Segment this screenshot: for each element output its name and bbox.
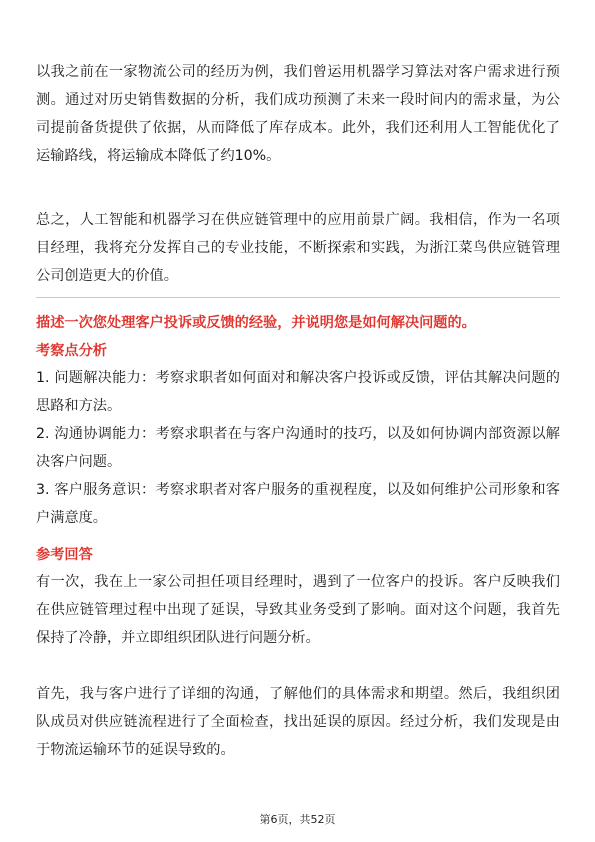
answer-paragraph-2: 首先，我与客户进行了详细的沟通，了解他们的具体需求和期望。然后，我组织团队成员对供应链流程进行了全面检查，找出延误的原因。经过分析，我们发现是由于物流运输环节的延误导致的。 xyxy=(36,686,560,758)
answer-paragraph-1-block xyxy=(36,568,560,652)
answer-paragraph-1: 有一次，我在上一家公司担任项目经理时，遇到了一位客户的投诉。客户反映我们在供应链管理过程中出现了延误，导致其业务受到了影响。面对这个问题，我首先保持了冷静，并立即组织团队进行问题分析。 xyxy=(36,574,560,646)
question-heading: 描述一次您处理客户投诉或反馈的经验，并说明您是如何解决问题的。 xyxy=(36,315,476,331)
analysis-item-2: 2. 沟通协调能力：考察求职者在与客户沟通时的技巧，以及如何协调内部资源以解决客户问题。 xyxy=(36,426,560,470)
intro-paragraph-2: 总之，人工智能和机器学习在供应链管理中的应用前景广阔。我相信，作为一名项目经理，我将充分发挥自己的专业技能，不断探索和实践，为浙江菜鸟供应链管理公司创造更大的价值。 xyxy=(36,212,560,284)
analysis-item-3: 3. 客户服务意识：考察求职者对客户服务的重视程度，以及如何维护公司形象和客户满意度。 xyxy=(36,482,560,526)
answer-heading: 参考回答 xyxy=(36,547,93,563)
section-divider xyxy=(36,297,560,298)
page-number-footer: 第6页，共52页 xyxy=(259,813,336,826)
intro-paragraph-1-block xyxy=(36,58,560,170)
answer-paragraph-2-block xyxy=(36,680,560,764)
intro-paragraph-1: 以我之前在一家物流公司的经历为例，我们曾运用机器学习算法对客户需求进行预测。通过对历史销售数据的分析，我们成功预测了未来一段时间内的需求量，为公司提前备货提供了依据，从而降低了库存成本。此外，我们还利用人工智能优化了运输路线，将运输成本降低了约10%。 xyxy=(36,64,560,164)
analysis-heading: 考察点分析 xyxy=(36,343,107,359)
analysis-item-1: 1. 问题解决能力：考察求职者如何面对和解决客户投诉或反馈，评估其解决问题的思路和方法。 xyxy=(36,370,560,414)
intro-paragraph-2-block xyxy=(36,206,560,290)
analysis-list xyxy=(36,364,560,532)
